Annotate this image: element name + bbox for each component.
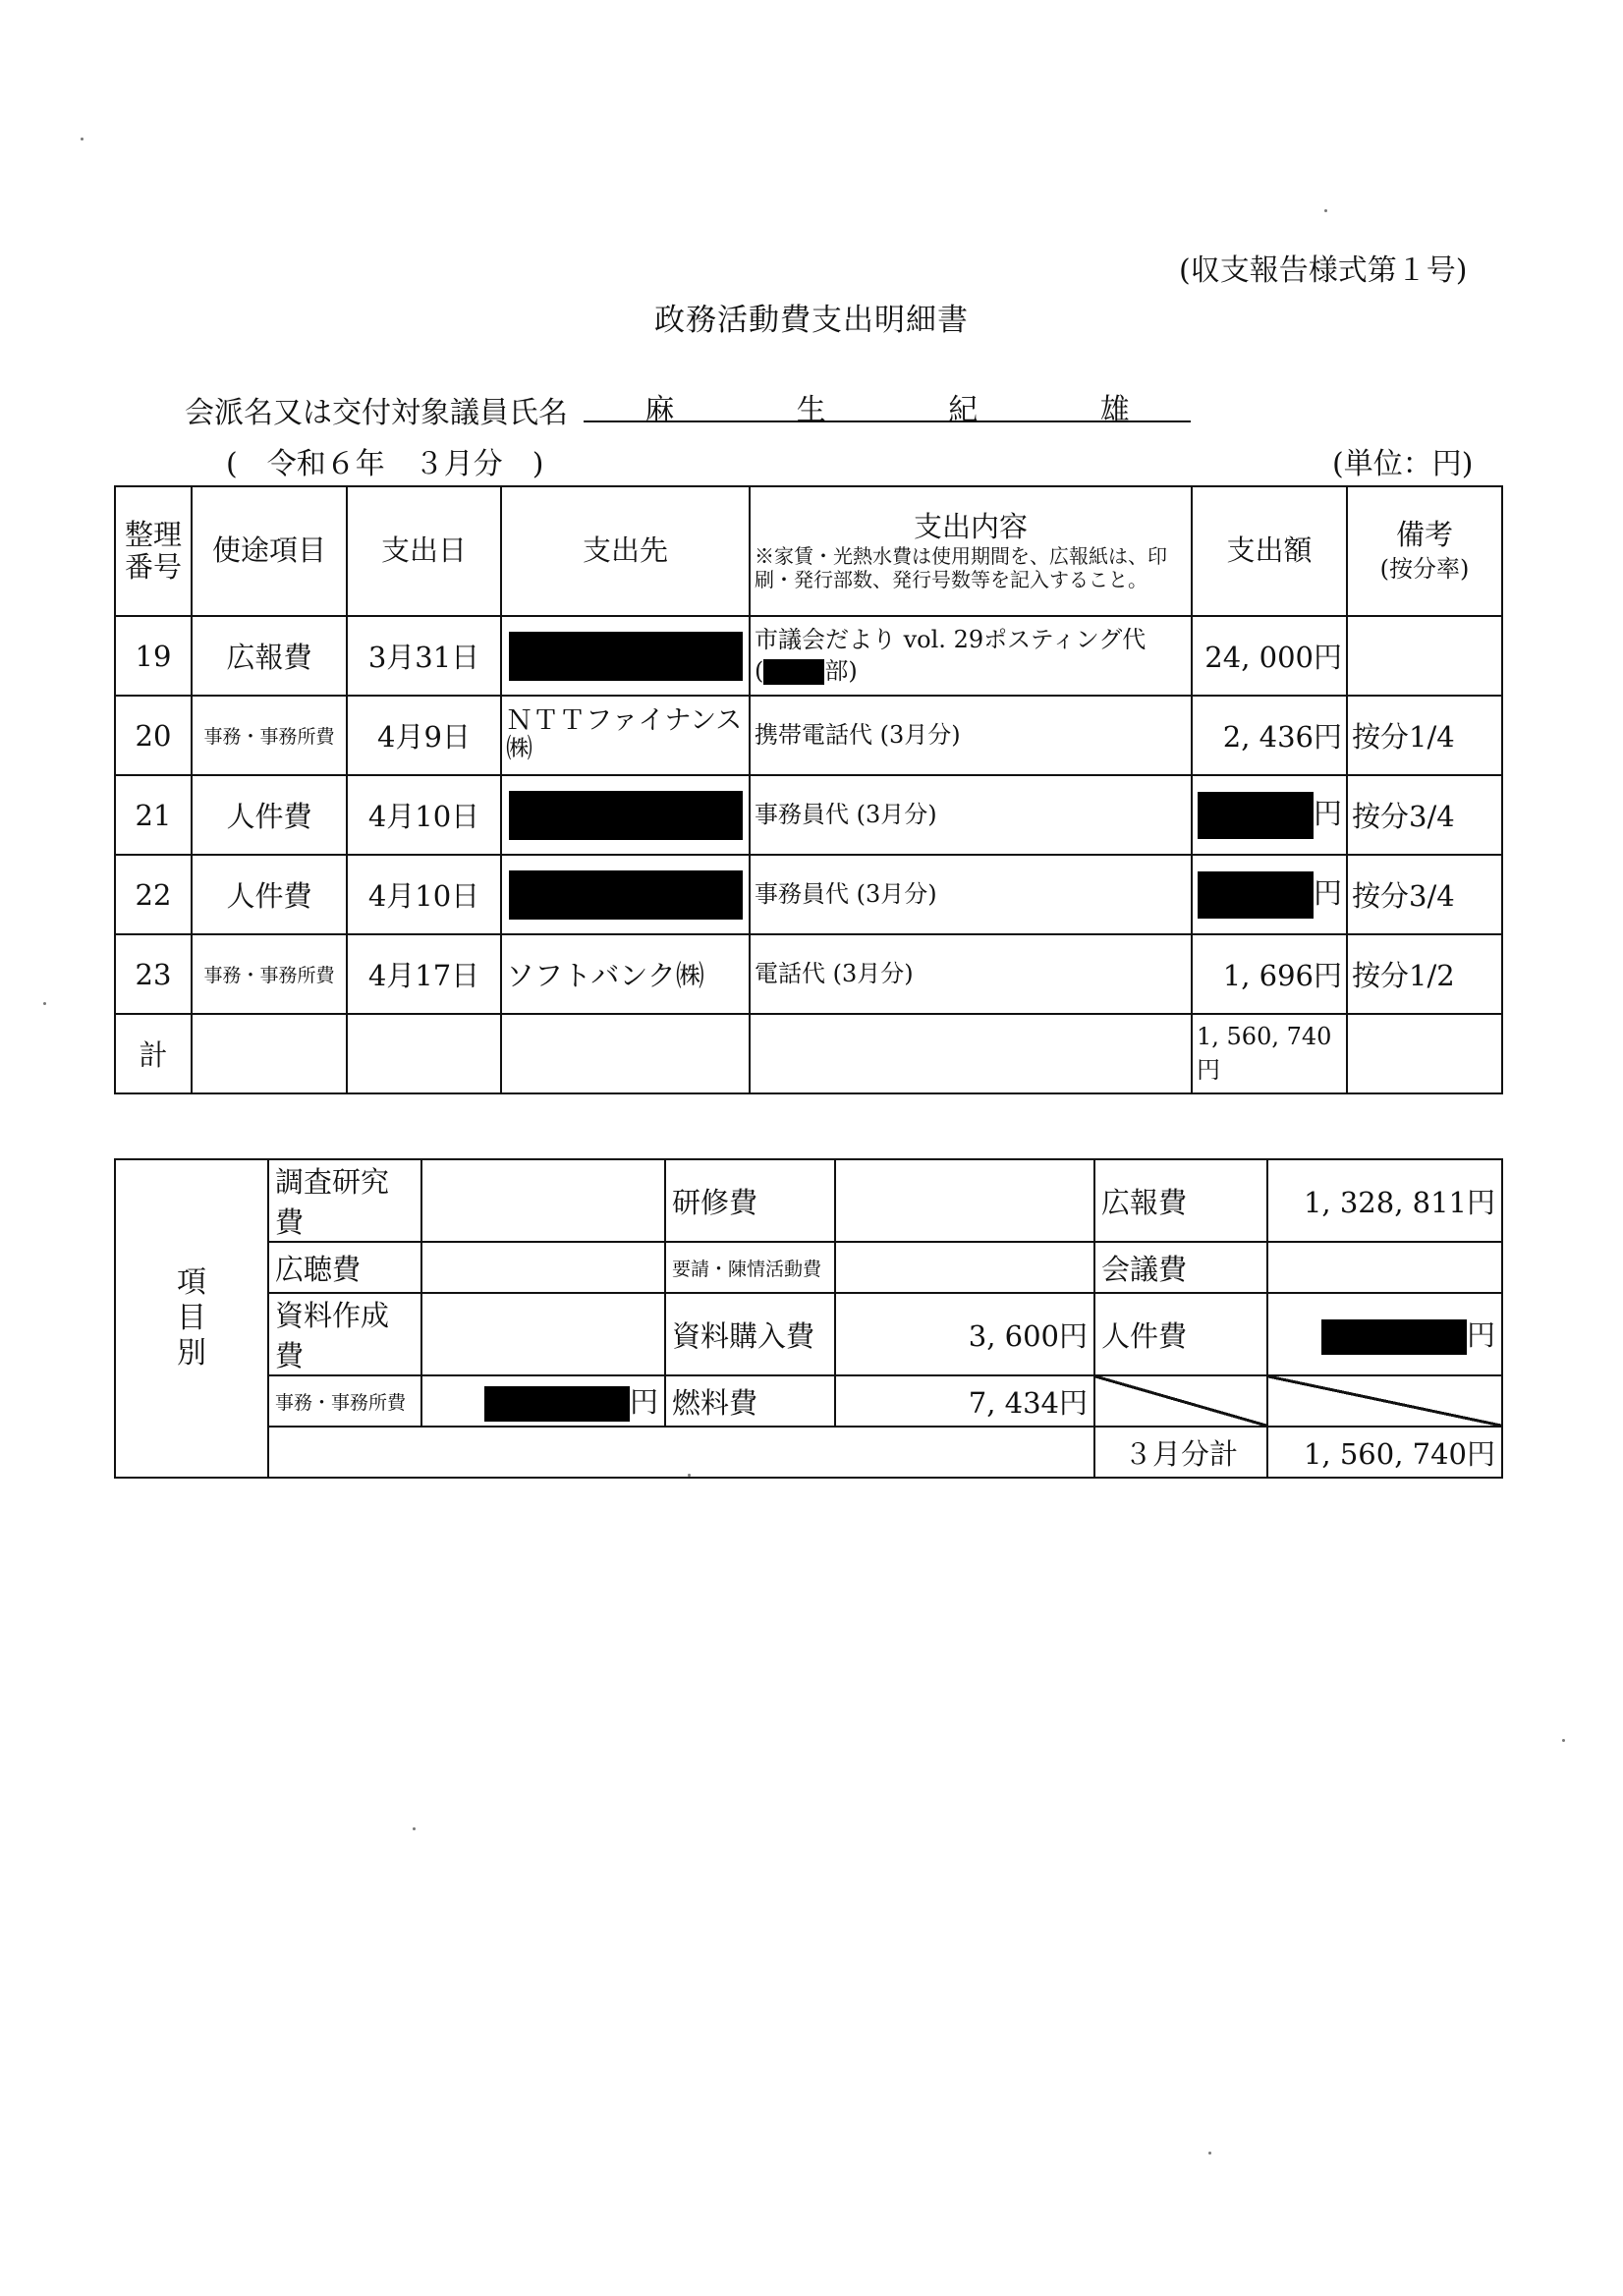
unit-label: (単位：円) [1332, 447, 1474, 481]
col-payee: 支出先 [501, 486, 750, 616]
expense-table [114, 485, 1503, 1094]
redaction [509, 791, 743, 840]
col-number: 整理 番号 [115, 486, 192, 616]
category-summary-table: 項 目 別 調査研究費 研修費 広報費 1, 328, 811円 広聴費 要請・陳情活動費 会議費 資料作成費 資料購入費 3, 600円 人件費 円 事務・事務所費 円 燃料費 7, 434円 ３月分計 1, 560, 740円 [114, 1158, 1503, 1479]
redaction [509, 870, 743, 920]
amount-cell: 円 [1192, 775, 1347, 855]
table-row: 23 事務・事務所費 4月17日 ソフトバンク㈱ 電話代 (3月分) 1, 696円 按分1/2 [115, 934, 1502, 1014]
redaction [509, 632, 743, 681]
scan-speck [43, 1002, 46, 1005]
redaction [1198, 792, 1314, 839]
total-amount: 1, 560, 740円 [1192, 1014, 1347, 1093]
form-number: (収支報告様式第１号) [1179, 253, 1468, 288]
name-underline [584, 420, 1191, 422]
month-total: 1, 560, 740円 [1267, 1427, 1502, 1478]
scan-speck [1562, 1739, 1565, 1742]
office-amount: 円 [421, 1375, 665, 1427]
scan-speck [688, 1474, 691, 1477]
payee-cell [501, 855, 750, 934]
category-side-label: 項 目 別 [115, 1159, 268, 1478]
table-header-row [115, 486, 1502, 616]
name-char: 紀 [948, 393, 979, 427]
table-row: 21 人件費 4月10日 事務員代 (3月分) 円 按分3/4 [115, 775, 1502, 855]
col-remarks: 備考 (按分率) [1347, 486, 1502, 616]
amount-cell: 円 [1192, 855, 1347, 934]
col-date: 支出日 [347, 486, 501, 616]
period: ( 令和６年 ３月分 ) [226, 447, 544, 481]
blank-cell [1267, 1375, 1502, 1427]
name-char: 生 [796, 393, 826, 427]
document-title: 政務活動費支出明細書 [654, 303, 969, 338]
payee-cell [501, 775, 750, 855]
col-amount: 支出額 [1192, 486, 1347, 616]
redaction [1198, 871, 1314, 919]
name-char: 雄 [1099, 393, 1130, 427]
name-char: 麻 [644, 393, 675, 427]
col-content: 支出内容 ※家賃・光熱水費は使用期間を、広報紙は、印刷・発行部数、発行号数等を記入すること。 [750, 486, 1192, 616]
redaction [484, 1386, 630, 1422]
col-purpose: 使途項目 [192, 486, 347, 616]
total-row: 計 1, 560, 740円 [115, 1014, 1502, 1093]
payee-cell [501, 616, 750, 696]
name-label: 会派名又は交付対象議員氏名 [185, 396, 568, 430]
table-row: 22 人件費 4月10日 事務員代 (3月分) 円 按分3/4 [115, 855, 1502, 934]
redaction [763, 659, 824, 685]
scan-speck [1324, 209, 1327, 212]
blank-cell [1094, 1375, 1267, 1427]
scan-speck [1208, 2152, 1211, 2155]
table-row: 20 事務・事務所費 4月9日 ＮＴＴファイナンス㈱ 携帯電話代 (3月分) 2, 436円 按分1/4 [115, 696, 1502, 775]
scan-speck [413, 1827, 416, 1830]
content-cell: 市議会だより vol. 29ポスティング代 ( 部) [750, 616, 1192, 696]
redaction [1321, 1319, 1467, 1355]
scan-speck [81, 138, 84, 140]
personnel-amount: 円 [1267, 1293, 1502, 1375]
table-row: 19 広報費 3月31日 市議会だより vol. 29ポスティング代 ( 部) 24, 000円 [115, 616, 1502, 696]
